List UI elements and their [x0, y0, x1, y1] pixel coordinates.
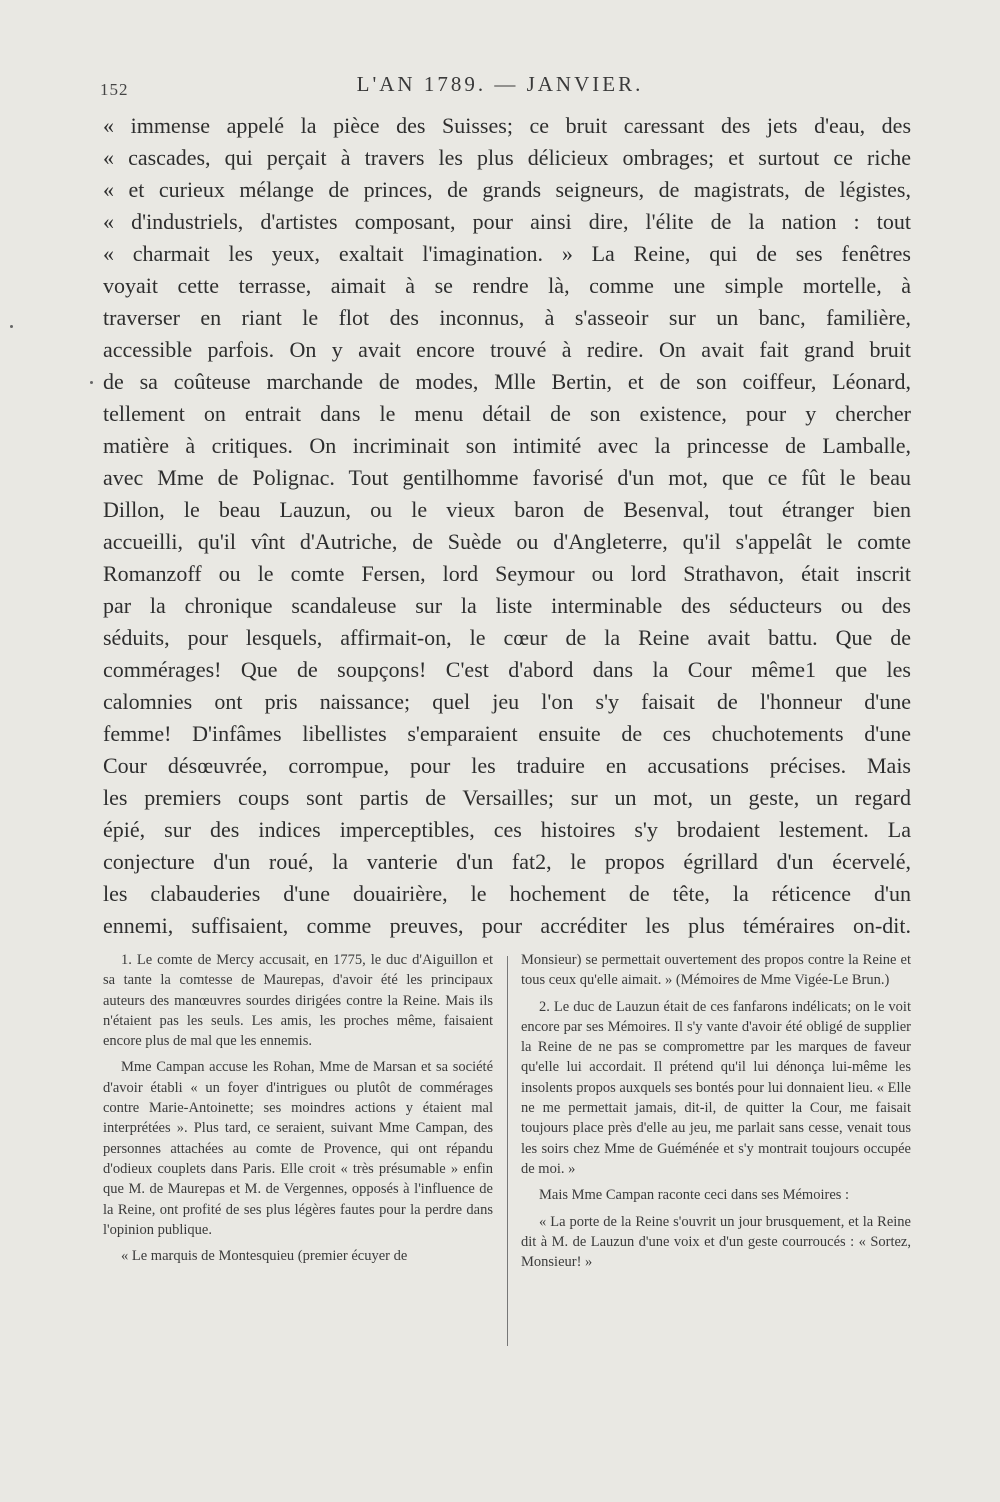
- footnote-paragraph: Mais Mme Campan raconte ceci dans ses Mémoires :: [539, 1187, 850, 1204]
- footnote-paragraph: 1. Le comte de Mercy accusait, en 1775, le duc d'Aiguillon et sa tante la comtesse de Maurepas, d'avoir été les principaux auteurs des manœuvres sourdes dirigées contre la Reine. Mais ils n'étaient pas les seuls. Les amis, les proches même, faisaient encore plus de mal que les ennemis.: [103, 952, 493, 1050]
- body-line: les premiers coups sont partis de Versailles; sur un mot, un geste, un regard: [103, 785, 911, 810]
- body-line: Cour désœuvrée, corrompue, pour les traduire en accusations précises. Mais: [103, 753, 911, 778]
- body-line: matière à critiques. On incriminait son intimité avec la princesse de Lamballe,: [103, 433, 911, 458]
- footnotes: [103, 950, 911, 1350]
- footnote-paragraph: « Le marquis de Montesquieu (premier écuyer de: [121, 1248, 408, 1265]
- body-line: de sa coûteuse marchande de modes, Mlle Bertin, et de son coiffeur, Léonard,: [103, 369, 911, 394]
- body-line: « immense appelé la pièce des Suisses; ce bruit caressant des jets d'eau, des: [103, 113, 911, 138]
- body-line: tellement on entrait dans le menu détail de son existence, pour y chercher: [103, 401, 911, 426]
- body-line: voyait cette terrasse, aimait à se rendre là, comme une simple mortelle, à: [103, 273, 911, 298]
- column-divider: [507, 956, 508, 1346]
- running-head: L'AN 1789. — JANVIER.: [356, 72, 644, 96]
- body-line: « cascades, qui perçait à travers les plus délicieux ombrages; et surtout ce riche: [103, 145, 911, 170]
- body-line: femme! D'infâmes libellistes s'emparaient ensuite de ces chuchotements d'une: [103, 721, 911, 746]
- body-line: accessible parfois. On y avait encore trouvé à redire. On avait fait grand bruit: [103, 337, 911, 362]
- body-line: conjecture d'un roué, la vanterie d'un fat2, le propos égrillard d'un écervelé,: [103, 849, 911, 874]
- body-line: calomnies ont pris naissance; quel jeu l'on s'y faisait de l'honneur d'une: [103, 689, 911, 714]
- body-line: séduits, pour lesquels, affirmait-on, le cœur de la Reine avait battu. Que de: [103, 625, 911, 650]
- page-number: 152: [100, 80, 129, 99]
- body-line: ennemi, suffisaient, comme preuves, pour accréditer les plus téméraires on-dit.: [103, 913, 911, 938]
- body-line: « charmait les yeux, exaltait l'imagination. » La Reine, qui de ses fenêtres: [103, 241, 911, 266]
- body-text: [103, 110, 911, 942]
- footnote-paragraph: Mme Campan accuse les Rohan, Mme de Marsan et sa société d'avoir établi « un foyer d'intrigues ou plutôt de commérages contre Marie-Antoinette; ses moindres actions y étaient mal interprétées ». Plus tard, ce seraient, suivant Mme Campan, des personnes attachées au comte de Provence, qui ont répandu d'odieux couplets dans Paris. Elle croit « très présumable » enfin que M. de Maurepas et M. de Vergennes, opposés à l'influence de la Reine, ont profité de ses plus légères fautes pour la perdre dans l'opinion publique.: [103, 1059, 493, 1238]
- footnote-column-left: [103, 950, 493, 1266]
- footnote-paragraph: « La porte de la Reine s'ouvrit un jour brusquement, et la Reine dit à M. de Lauzun d'une voix et d'un geste courroucés : « Sortez, Monsieur! »: [521, 1213, 911, 1271]
- body-line: par la chronique scandaleuse sur la liste interminable des séducteurs ou des: [103, 593, 911, 618]
- body-line: traverser en riant le flot des inconnus, à s'asseoir sur un banc, familière,: [103, 305, 911, 330]
- footnote-paragraph: 2. Le duc de Lauzun était de ces fanfarons indélicats; on le voit encore par ses Mémoires. Il s'y vante d'avoir été obligé de supplier la Reine de ne pas se compromettre par les marques de faveur qu'elle lui accordait. Il prétend qu'il lui dénonça lui-même les insolents propos auxquels ses bontés pour lui donnaient lieu. « Elle ne me permettait jamais, dit-il, de quitter la Cour, me faisait toujours place près d'elle au jeu, me parlait sans cesse, venait tous les soirs chez Mme de Guéménée et s'y montrait toujours occupée de moi. »: [521, 998, 911, 1177]
- body-line: accueilli, qu'il vînt d'Autriche, de Suède ou d'Angleterre, qu'il s'appelât le comte: [103, 529, 911, 554]
- body-line: « d'industriels, d'artistes composant, pour ainsi dire, l'élite de la nation : tout: [103, 209, 911, 234]
- footnote-paragraph: Monsieur) se permettait ouvertement des propos contre la Reine et tous ceux qu'elle aimait. » (Mémoires de Mme Vigée-Le Brun.): [521, 952, 911, 989]
- body-line: « et curieux mélange de princes, de grands seigneurs, de magistrats, de légistes,: [103, 177, 911, 202]
- paper-speck: [10, 325, 13, 328]
- body-line: commérages! Que de soupçons! C'est d'abord dans la Cour même1 que les: [103, 657, 911, 682]
- body-line: avec Mme de Polignac. Tout gentilhomme favorisé d'un mot, que ce fût le beau: [103, 465, 911, 490]
- body-line: Romanzoff ou le comte Fersen, lord Seymour ou lord Strathavon, était inscrit: [103, 561, 911, 586]
- paper-speck: [90, 381, 93, 384]
- footnote-column-right: [521, 950, 911, 1272]
- body-line: les clabauderies d'une douairière, le hochement de tête, la réticence d'un: [103, 881, 911, 906]
- body-line: Dillon, le beau Lauzun, ou le vieux baron de Besenval, tout étranger bien: [103, 497, 911, 522]
- body-line: épié, sur des indices imperceptibles, ces histoires s'y brodaient lestement. La: [103, 817, 911, 842]
